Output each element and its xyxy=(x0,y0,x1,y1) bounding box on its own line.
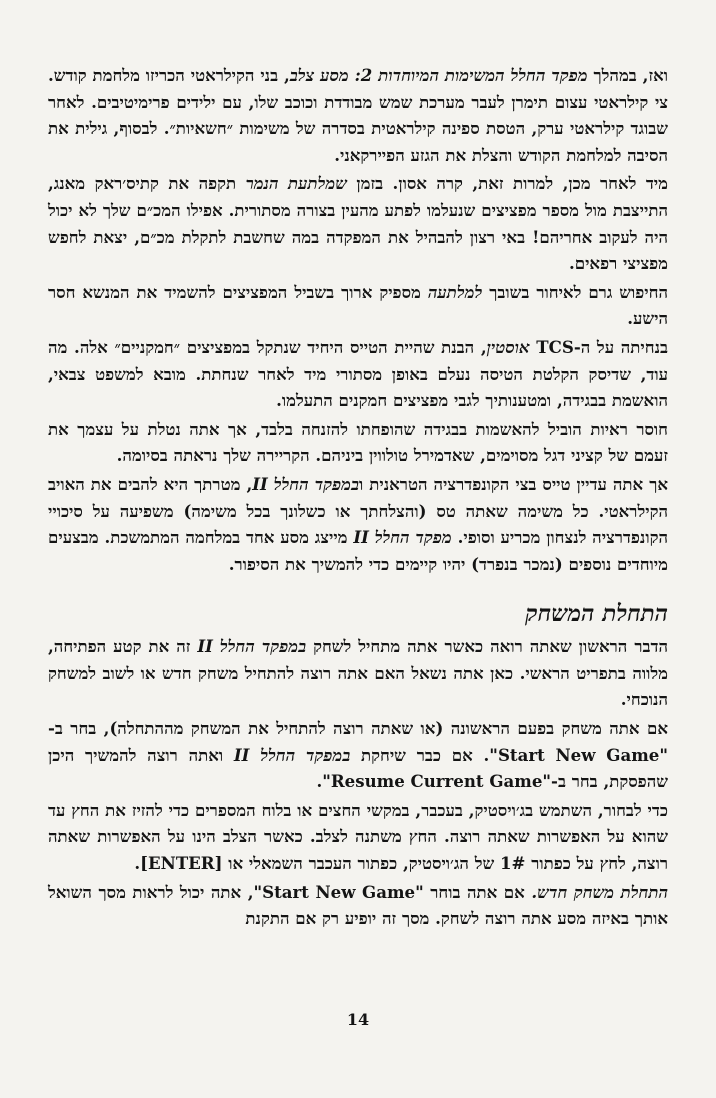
page-number: 14 xyxy=(346,1010,370,1029)
text-run: החיפוש גרם לאיחור בשובך xyxy=(482,281,669,302)
paragraph xyxy=(48,334,668,414)
italic-text: במפקד החלל II xyxy=(233,744,351,765)
paragraph xyxy=(48,62,668,168)
paragraph xyxy=(48,471,668,577)
italic-text: במפקד החלל II xyxy=(252,473,360,494)
section-title: התחלת המשחק xyxy=(525,600,668,628)
paragraph xyxy=(48,715,668,795)
italic-text: למלתעה xyxy=(427,281,483,302)
text-run: זה את קטע הפתיחה, מלווה בתפריט הראשי. כאן אתה נשאל האם אתה רוצה להתחיל משחק חדש או לשוב למשחק הנוכחי. xyxy=(48,636,668,710)
italic-text: מפקד החלל המשימות המיוחדות 2: מסע צלב xyxy=(289,65,588,85)
italic-text: התחלת משחק חדש. xyxy=(531,881,669,902)
italic-text: אוסטין xyxy=(486,336,530,357)
paragraph xyxy=(48,879,668,932)
text-run: אם אתה משחק בפעם הראשונה (או שאתה רוצה להתחיל את המשחק מההתחלה), בחר ב-"Start New Game". אם כבר שיחקת xyxy=(48,718,668,765)
text-run: אם אתה בוחר "Start New Game", אתה יכול לראות מסך השואל אותך באיזה מסע אתה רוצה לשחק. מסך זה יופיע רק אם התקנת xyxy=(48,881,668,929)
paragraph xyxy=(48,797,668,877)
text-run: , הבנת שהיית הטייס היחיד שנתקל במפציצים ״חמקניים״ אלה. מה עוד, שדיסק הקלטת הטיסה נעלם באופן מסתורי מיד לאחר שנחתת. מובא למשפט צבאי, הואשמת בבגידה, ומטענותיך לגבי מפציצים חמקנים התעלמו. xyxy=(48,336,668,411)
italic-text: במפקד החלל II xyxy=(197,636,307,657)
text-run: תקפה את קתיס׳ראק מאנג, התייצבת מול מספר מפציצים שנעלמו לפתע מהעין בצורה מסתורית. אפילו המכ״ם שלך לא יכול היה לעקוב אחריהם! באי רצון להבהיל את המפקדה במה שחשבת לתקלת מכ״ם, יצאת לחפש מפציצי רפאים. xyxy=(48,173,668,274)
text-run: אך אתה עדיין טייס בצי הקונפדרציה הטראנית ו xyxy=(359,473,669,494)
text-run: ואז, במהלך xyxy=(587,65,668,85)
text-run: מייצג מסע אחד במלחמה המתמשכת. מבצעים מיוחדים נוספים (נמכר בנפרד) יהיו קיימים כדי להמשיך את הסיפור. xyxy=(48,527,668,574)
text-run: מיד לאחר מכן, למרות זאת, קרה אסון. בזמן xyxy=(346,173,668,194)
italic-text: שמלתעת הנמר xyxy=(245,173,347,194)
paragraph xyxy=(48,170,668,276)
text-run: כדי לבחור, השתמש בג׳ויסטיק, בעכבר, במקשי החצים או בלוח המספרים כדי להזיז את החץ עד שהוא על האפשרות שאתה רוצה. החץ משתנה לצלב. כאשר הצלב הינו על האפשרות שאתה רוצה, לחץ על כפתור 1# של הג׳ויסטיק, כפתור העכבר השמאלי או [ENTER]. xyxy=(48,799,668,874)
text-run: הדבר הראשון שאתה רואה כאשר אתה מתחיל לשחק xyxy=(306,636,668,657)
paragraph xyxy=(48,416,668,469)
text-run: בנחיתה על ה-TCS xyxy=(529,336,668,357)
paragraph xyxy=(48,279,668,332)
text-run: , מטרתך היא להבים את האויב הקילראטי. כל משימה שאתה טס (והצלחתך או כשלונך בכל משימה) משפיעה על סיכויי הקונפדרציה לנצחון מכריע וסופי. xyxy=(48,473,668,548)
body-text-bottom xyxy=(48,633,668,932)
text-run: מספיק ארוך בשביל המפציצים להשמיד את המנשא חסר הישע. xyxy=(48,281,668,329)
italic-text: מפקד החלל II xyxy=(353,527,452,548)
text-run: , בני הקילראטי הכריזו מלחמת קודש. צי קילראטי עצום תימרן לעבר מערכת שמש מבודדת וכוכב שלו, עם ילידים פרימיטיבים. לאחר שבוגד קילראטי ערק, הטסת ספינה קילראטית בסדרה של משימות ״חשאיות״. לבסוף, גילית את הסיבה למלחמת הקודש והצלת את הגזע הפיירקאני. xyxy=(48,65,668,165)
text-run: חוסר ראיות הוביל להאשמות בבגידה שהופחתו להזנחה בלבד, אך אתה נטלת על עצמך את זעמם של קציני דגל מסוימים, שאדמירל טולווין ביניהם. הקריירה שלך נראתה בסיומה. xyxy=(48,418,668,466)
text-run: ואתה רוצה להמשיך היכן שהפסקת, בחר ב-"Resume Current Game". xyxy=(48,744,668,792)
body-text-top xyxy=(48,62,668,577)
paragraph xyxy=(48,633,668,713)
